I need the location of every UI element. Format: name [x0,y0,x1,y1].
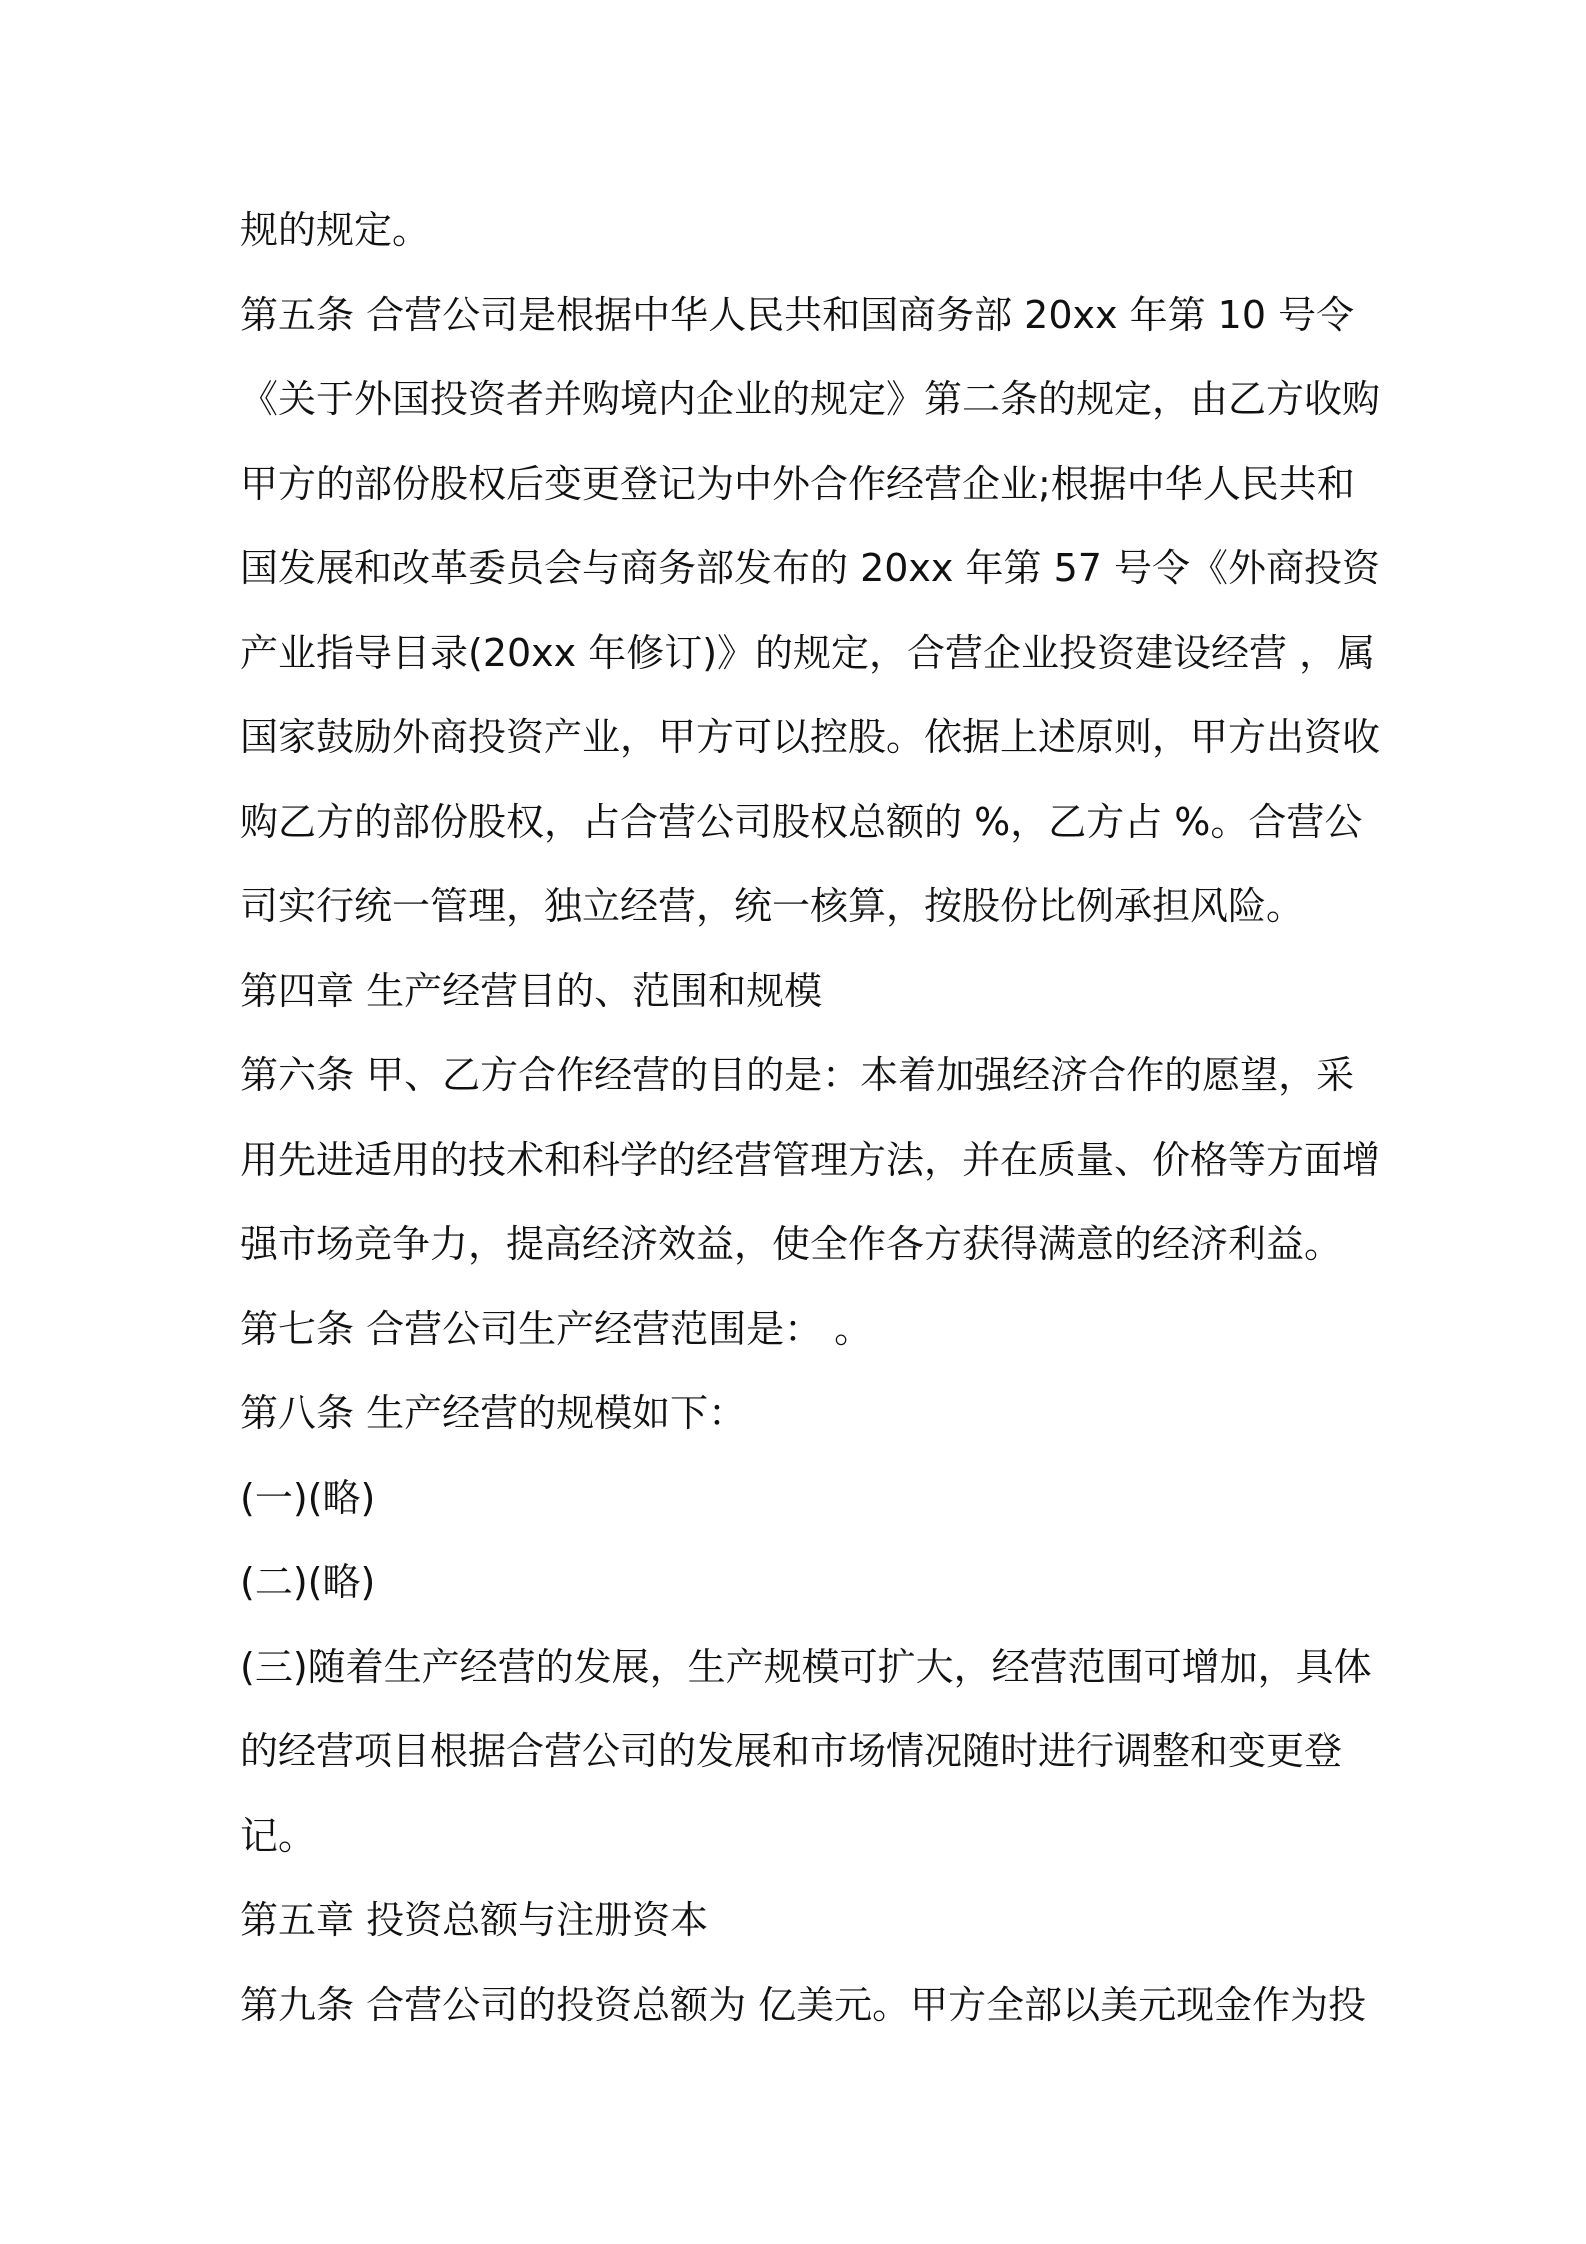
text-line: 的经营项目根据合营公司的发展和市场情况随时进行调整和变更登 [240,1729,1343,1773]
text-line: 第六条 甲、乙方合作经营的目的是：本着加强经济合作的愿望，采 [240,1053,1355,1097]
text-line: 司实行统一管理，独立经营，统一核算，按股份比例承担风险。 [240,884,1305,928]
text-line: 购乙方的部份股权，占合营公司股权总额的 %，乙方占 %。合营公 [240,799,1363,844]
chapter-heading: 第五章 投资总额与注册资本 [240,1898,709,1942]
text-line: 规的规定。 [240,208,431,252]
text-line: 第七条 合营公司生产经营范围是： 。 [240,1306,873,1351]
text-line: 国家鼓励外商投资产业，甲方可以控股。依据上述原则，甲方出资收 [240,715,1381,759]
text-line: 国发展和改革委员会与商务部发布的 20xx 年第 57 号令《外商投资 [240,546,1381,590]
text-line: 产业指导目录(20xx 年修订)》的规定，合营企业投资建设经营 ，属 [240,630,1376,675]
text-line: 第九条 合营公司的投资总额为 亿美元。甲方全部以美元现金作为投 [240,1982,1367,2027]
chapter-heading: 第四章 生产经营目的、范围和规模 [240,968,823,1013]
text-line: 记。 [240,1813,317,1858]
text-line: 强市场竞争力，提高经济效益，使全作各方获得满意的经济利益。 [240,1222,1343,1266]
text-line: 第八条 生产经营的规模如下： [240,1391,747,1435]
text-line: 第五条 合营公司是根据中华人民共和国商务部 20xx 年第 10 号令 [240,292,1355,337]
text-line: 用先进适用的技术和科学的经营管理方法，并在质量、价格等方面增 [240,1137,1381,1182]
text-line: 《关于外国投资者并购境内企业的规定》第二条的规定，由乙方收购 [240,377,1381,421]
text-line: 甲方的部份股权后变更登记为中外合作经营企业;根据中华人民共和 [240,461,1355,506]
list-item: (三)随着生产经营的发展，生产规模可扩大，经营范围可增加，具体 [240,1644,1372,1689]
list-item: (一)(略) [240,1475,376,1520]
list-item: (二)(略) [240,1560,376,1604]
document-body [240,188,1381,2047]
